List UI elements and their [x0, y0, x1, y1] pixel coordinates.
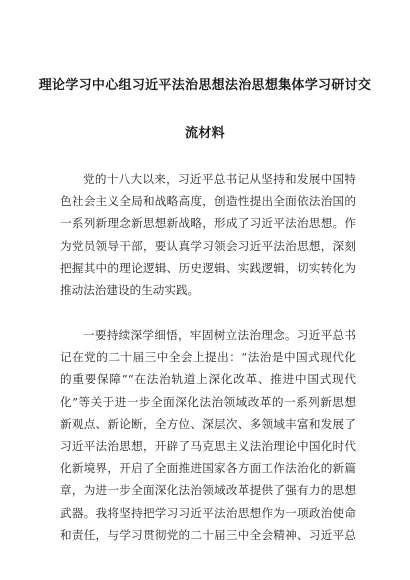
document-title-line-1: 理论学习中心组习近平法治思想法治思想集体学习研讨交: [38, 78, 372, 93]
paragraph-line: 章，为进一步全面深化法治领域改革提供了强有力的思想: [60, 483, 356, 498]
paragraph-line: 一要持续深学细悟，牢固树立法治理念。习近平总书: [83, 328, 356, 342]
document-title-line-2: 流材料: [185, 126, 225, 141]
paragraph-line: 化新境界，开启了全面推进国家各方面工作法治化的新篇: [60, 461, 356, 476]
paragraph-line: 习近平法治思想，开辟了马克思主义法治理论中国化时代: [60, 438, 356, 453]
paragraph-line: 的重要保障”“在法治轨道上深化改革、推进中国式现代: [60, 372, 356, 387]
paragraph-line: 和责任，与学习贯彻党的二十届三中全会精神、习近平总: [60, 527, 356, 542]
paragraph-line: 武器。我将坚持把学习习近平法治思想作为一项政治使命: [60, 505, 356, 520]
paragraph-1: [60, 168, 356, 301]
paragraph-line: 党的十八大以来，习近平总书记从坚持和发展中国特: [83, 172, 356, 186]
paragraph-line: 把握其中的理论逻辑、历史逻辑、实践逻辑，切实转化为: [60, 260, 356, 275]
paragraph-line: 一系列新理念新思想新战略，形成了习近平法治思想。作: [60, 216, 356, 231]
paragraph-line: 新观点、新论断，全方位、深层次、多领域丰富和发展了: [60, 416, 356, 431]
paragraph-line: 为党员领导干部，要认真学习领会习近平法治思想，深刻: [60, 238, 356, 253]
paragraph-line: 化”等关于进一步全面深化法治领域改革的一系列新思想: [60, 394, 356, 409]
paragraph-line: 推动法治建设的生动实践。: [60, 282, 200, 297]
paragraph-line: 色社会主义全局和战略高度，创造性提出全面依法治国的: [60, 194, 356, 209]
paragraph-line: 记在党的二十届三中全会上提出：“法治是中国式现代化: [60, 350, 356, 365]
paragraph-2: [60, 324, 356, 546]
